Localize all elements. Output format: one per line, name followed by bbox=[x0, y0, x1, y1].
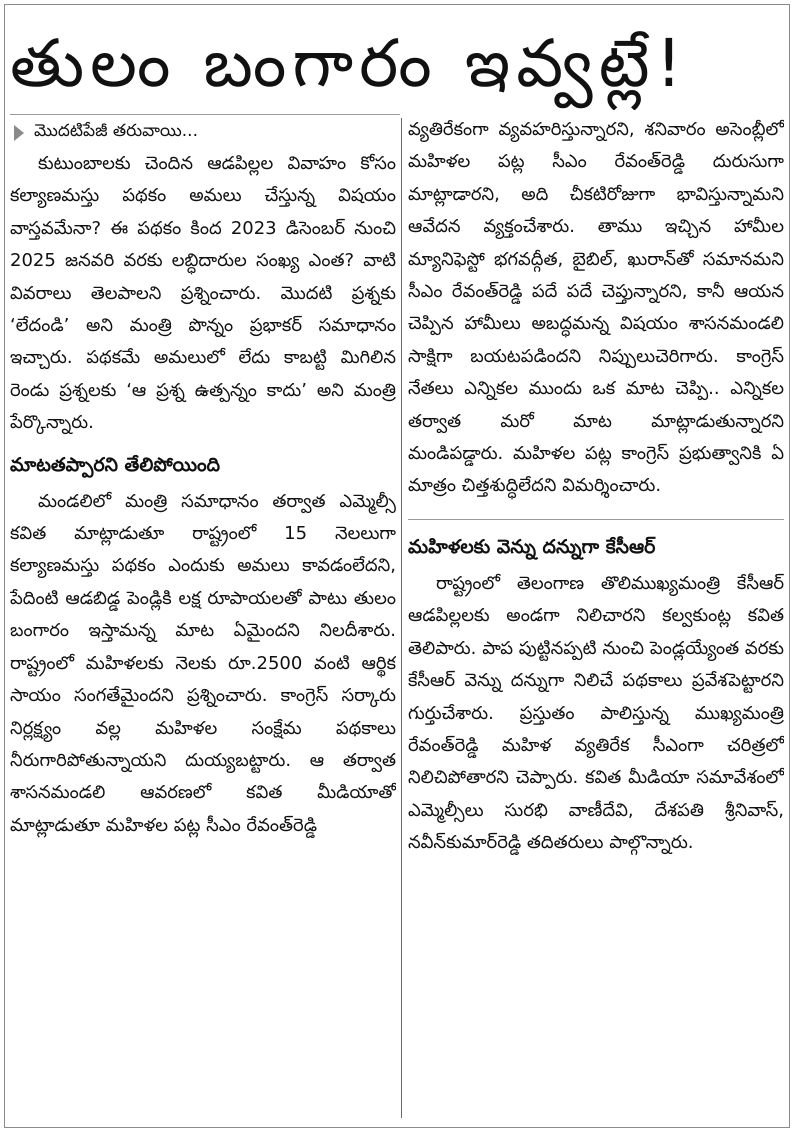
headline: తులం బంగారం ఇవ్వట్లే! bbox=[10, 25, 689, 102]
column-divider bbox=[401, 118, 402, 1118]
right-column bbox=[408, 114, 784, 1121]
chevron-right-icon bbox=[14, 125, 24, 141]
right-paragraph-1: వ్యతిరేకంగా వ్యవహరిస్తున్నారని, శనివారం అసెంబ్లీలో మహిళల పట్ల సీఎం రేవంత్‌రెడ్డి దురుసుగా మాట్లాడారని, అది చీకటిరోజుగా భావిస్తున్నామని ఆవేదన వ్యక్తంచేశారు. తాము ఇచ్చిన హామీల మ్యానిఫెస్టో భగవద్గీత, బైబిల్, ఖురాన్‌తో సమానమని సీఎం రేవంత్‌రెడ్డి పదే పదే చెప్తున్నారని, కానీ ఆయన చెప్పిన హామీలు అబద్ధమన్న విషయం శాసనమండలి సాక్షిగా బయటపడిందని నిప్పులుచెరిగారు. కాంగ్రెస్ నేతలు ఎన్నికల ముందు ఒక మాట చెప్పి.. ఎన్నికల తర్వాత మరో మాట మాట్లాడుతున్నారని మండిపడ్డారు. మహిళల పట్ల కాంగ్రెస్ ప్రభుత్వానికి ఏ మాత్రం చిత్తశుద్ధిలేదని విమర్శించారు. bbox=[408, 119, 784, 497]
continuation-text: మొదటిపేజీ తరువాయి... bbox=[34, 121, 198, 141]
right-subheading: మహిళలకు వెన్ను దన్నుగా కేసీఆర్ bbox=[408, 519, 784, 564]
left-paragraph-2: మండలిలో మంత్రి సమాధానం తర్వాత ఎమ్మెల్సీ కవిత మాట్లాడుతూ రాష్ట్రంలో 15 నెలలుగా కల్యాణమస్తు పథకం ఎందుకు అమలు కావడంలేదని, పేదింటి ఆడబిడ్డ పెండ్లికి లక్ష రూపాయలతో పాటు తులం బంగారం ఇస్తామన్న మాట ఏమైందని నిలదీశారు. రాష్ట్రంలో మహిళలకు నెలకు రూ.2500 వంటి ఆర్థిక సాయం సంగతేమైందని ప్రశ్నించారు. కాంగ్రెస్ సర్కారు నిర్లక్ష్యం వల్ల మహిళల సంక్షేమ పథకాలు నీరుగారిపోతున్నాయని దుయ్యబట్టారు. ఆ తర్వాత శాసనమండలి ఆవరణలో కవిత మీడియాతో మాట్లాడుతూ మహిళల పట్ల సీఎం రేవంత్‌రెడ్డి bbox=[10, 490, 396, 836]
right-paragraph-2: రాష్ట్రంలో తెలంగాణ తొలిముఖ్యమంత్రి కేసీఆర్ ఆడపిల్లలకు అండగా నిలిచారని కల్వకుంట్ల కవిత తెలిపారు. పాప పుట్టినప్పటి నుంచి పెండ్లయ్యేంత వరకు కేసీఆర్ వెన్ను దన్నుగా నిలిచే పథకాలు ప్రవేశపెట్టారని గుర్తుచేశారు. ప్రస్తుతం పాలిస్తున్న ముఖ్యమంత్రి రేవంత్‌రెడ్డి మహిళ వ్యతిరేక సీఎంగా చరిత్రలో నిలిచిపోతారని చెప్పారు. కవిత మీడియా సమావేశంలో ఎమ్మెల్సీలు సురభి వాణీదేవి, దేశపతి శ్రీనివాస్, నవీన్‌కుమార్‌రెడ్డి తదితరులు పాల్గొన్నారు. bbox=[408, 572, 784, 854]
left-subheading: మాటతప్పారని తేలిపోయింది bbox=[10, 453, 221, 476]
left-column bbox=[10, 118, 396, 1121]
continuation-line bbox=[10, 118, 396, 148]
headline-rule bbox=[10, 114, 400, 115]
left-paragraph-1: కుటుంబాలకు చెందిన ఆడపిల్లల వివాహం కోసం కల్యాణమస్తు పథకం అమలు చేస్తున్న విషయం వాస్తవమేనా? ఈ పథకం కింద 2023 డిసెంబర్ నుంచి 2025 జనవరి వరకు లబ్ధిదారుల సంఖ్య ఎంత? వాటి వివరాలు తెలపాలని ప్రశ్నించారు. మొదటి ప్రశ్నకు ‘లేదండి’ అని మంత్రి పొన్నం ప్రభాకర్ సమాధానం ఇచ్చారు. పథకమే అమలులో లేదు కాబట్టి మిగిలిన రెండు ప్రశ్నలకు ‘ఆ ప్రశ్న ఉత్పన్నం కాదు’ అని మంత్రి పేర్కొన్నారు. bbox=[10, 153, 396, 434]
